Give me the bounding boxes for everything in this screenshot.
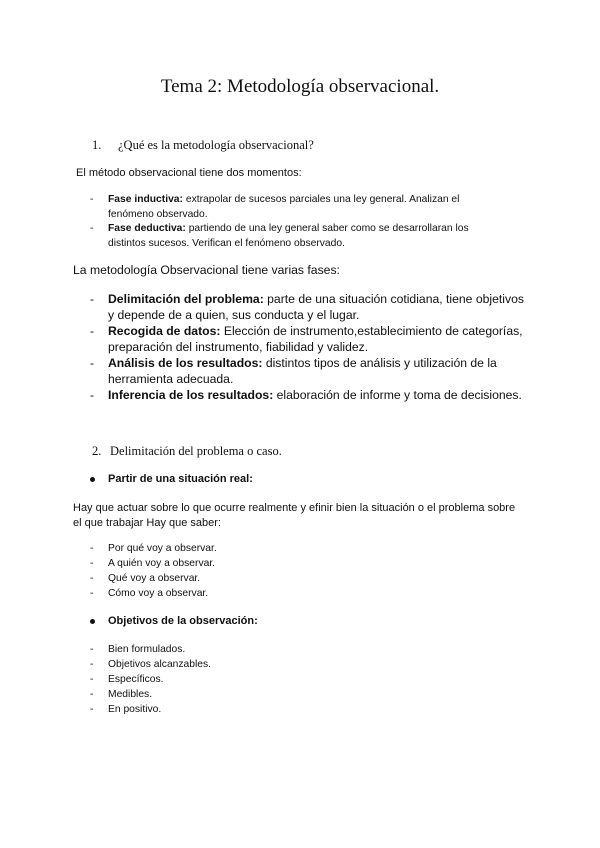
page-title: Tema 2: Metodología observacional. bbox=[160, 76, 440, 97]
section-2-paragraph bbox=[73, 501, 543, 531]
section-1-number: 1. bbox=[92, 138, 102, 152]
phase-text-cont: preparación del instrumento, fiabilidad y validez. bbox=[108, 340, 369, 354]
phase-text-cont: herramienta adecuada. bbox=[108, 372, 234, 386]
paragraph-line: Hay que actuar sobre lo que ocurre realmente y efinir bien la situación o el problema sobre bbox=[73, 502, 516, 514]
moment-text: partiendo de una ley general saber como se desarrollaran los bbox=[188, 223, 469, 234]
phase-term: Delimitación del problema: bbox=[108, 292, 264, 306]
moment-text-cont: fenómeno observado. bbox=[108, 208, 208, 220]
document-page: Tema 2: Metodología observacional. 1. ¿Qué es la metodología observacional? El método observacional tiene dos momentos: - Fase inductiva: extrapolar de sucesos parciales una ley general. Analizan el fenómeno observado. - Fase deductiva: partiendo de una ley general saber como se desarrollaran los distintos sucesos. Verifican el fenómeno observado. La metodología Observacional tiene varias fases: - Delimitación del problema: parte de una situación cotidiana, tiene objetivos y depende de a quien, sus conducta y el lugar. - Recogida de datos: Elección de instrumento,establecimiento de categorías, preparación del instrumento, fiabilidad y validez. - Análisis de los resultados: distintos tipos de análisis y utilización de la herramienta adecuada. - Inferencia de los resultados: elaboración de informe y toma de decisiones. 2. Delimitación del problema o caso. Partir de una situación real: Hay que actuar sobre lo que ocurre realmente y efinir bien la situación o el problema sobre el que trabajar Hay que saber: - Por qué voy a observar. - A quién voy a observar. - Qué voy a observar. - Cómo voy a observar. Objetivos de la observación: - Bien formulados. - Objetivos alcanzables. - Específicos. - Medibles. - En positivo. bbox=[0, 0, 600, 848]
phase-term: Inferencia de los resultados: bbox=[108, 388, 274, 402]
moment-text: extrapolar de sucesos parciales una ley general. Analizan el bbox=[185, 194, 460, 205]
section-1-intro: El método observacional tiene dos momentos: bbox=[76, 167, 302, 179]
bullet-icon bbox=[90, 619, 95, 624]
paragraph-line: el que trabajar Hay que saber: bbox=[73, 517, 221, 529]
phase-text: Elección de instrumento,establecimiento de categorías, bbox=[223, 324, 523, 338]
bullet-icon bbox=[90, 477, 95, 482]
phases-intro: La metodología Observacional tiene varias fases: bbox=[73, 263, 340, 277]
bullet-label: Objetivos de la observación: bbox=[108, 615, 258, 627]
phase-text: elaboración de informe y toma de decisiones. bbox=[276, 388, 522, 402]
bullet-label: Partir de una situación real: bbox=[108, 473, 253, 485]
section-2-heading: Delimitación del problema o caso. bbox=[110, 444, 282, 458]
section-2-number: 2. bbox=[92, 444, 102, 458]
moment-term: Fase inductiva: bbox=[108, 194, 183, 205]
section-1-heading: ¿Qué es la metodología observacional? bbox=[118, 138, 314, 152]
phase-term: Análisis de los resultados: bbox=[108, 356, 263, 370]
phase-text-cont: y depende de a quien, sus conducta y el lugar. bbox=[108, 308, 360, 322]
moment-text-cont: distintos sucesos. Verifican el fenómeno observado. bbox=[108, 237, 345, 249]
phase-text: parte de una situación cotidiana, tiene objetivos bbox=[267, 292, 524, 306]
moment-term: Fase deductiva: bbox=[108, 223, 186, 234]
phase-term: Recogida de datos: bbox=[108, 324, 221, 338]
phase-text: distintos tipos de análisis y utilización de la bbox=[265, 356, 497, 370]
